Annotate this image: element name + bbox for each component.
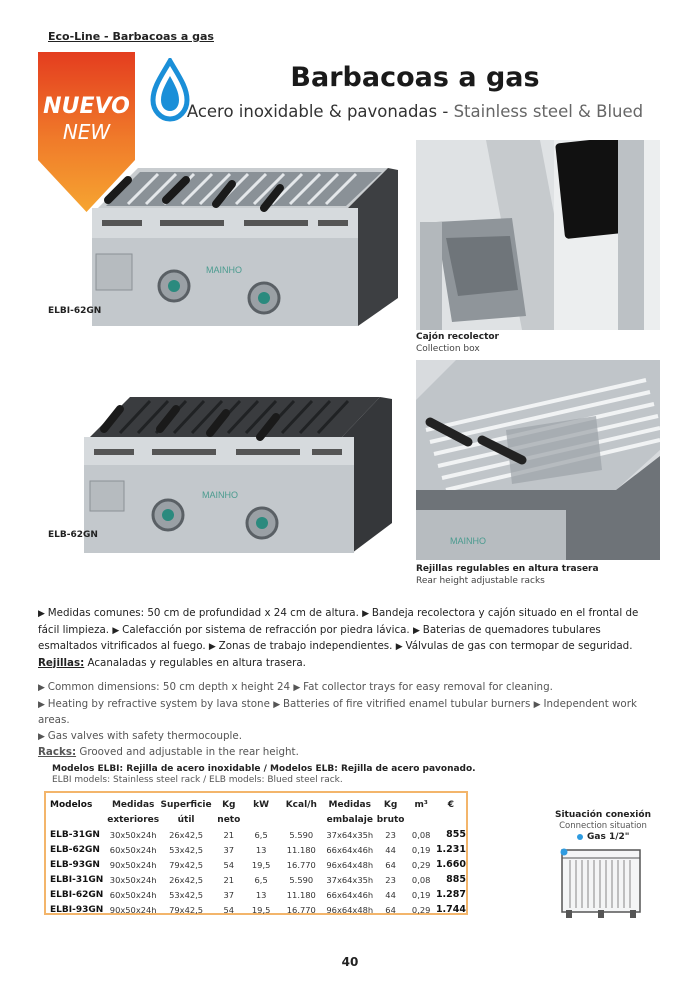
arrow-icon: ▶ xyxy=(412,625,423,636)
table-cell: 37x64x35h xyxy=(326,874,374,885)
table-cell: 6,5 xyxy=(254,874,268,885)
product-label-elbi-62gn: ELBI-62GN xyxy=(48,306,102,316)
header-row-2 xyxy=(50,812,466,827)
desc-es-p5: Zonas de trabajo independientes. xyxy=(218,640,396,652)
table-cell: 96x64x48h xyxy=(326,904,374,915)
header-row-1 xyxy=(50,797,466,812)
table-cell: 66x64x46h xyxy=(326,889,374,900)
price-cell: 1.660 xyxy=(435,859,466,870)
detail-photo-adjustable-racks xyxy=(416,360,660,560)
table-cell: 30x50x24h xyxy=(109,829,157,840)
arrow-icon: ▶ xyxy=(112,625,123,636)
col-header: Kg xyxy=(222,799,236,810)
badge-nuevo: NUEVO xyxy=(43,94,130,119)
table-cell: 21 xyxy=(223,874,235,885)
subtitle-en: Stainless steel & Blued xyxy=(453,102,644,121)
table-cell: 0,19 xyxy=(411,889,431,900)
models-note-es: Modelos ELBI: Rejilla de acero inoxidable / Modelos ELB: Rejilla de acero pavonado. xyxy=(52,764,476,774)
table-cell: ELBI-62GN xyxy=(50,889,104,900)
table-cell: 37x64x35h xyxy=(326,829,374,840)
brand-logo: MAINHO xyxy=(202,490,238,500)
desc-en-p3: Heating by refractive system by lava stone xyxy=(47,697,274,710)
table-cell: 5.590 xyxy=(289,874,314,885)
table-cell: 53x42,5 xyxy=(169,844,204,855)
table-row xyxy=(50,887,466,902)
arrow-icon: ▶ xyxy=(38,683,48,693)
price-cell: 855 xyxy=(446,829,466,840)
brand-logo: MAINHO xyxy=(450,536,486,546)
table-cell: 6,5 xyxy=(254,829,268,840)
connection-subtitle: Connection situation xyxy=(559,821,647,831)
table-cell: 66x64x46h xyxy=(326,844,374,855)
desc-en-p2: Fat collector trays for easy removal for cleaning. xyxy=(303,681,553,693)
caption-es: Cajón recolector xyxy=(416,332,499,342)
page-title: Barbacoas a gas xyxy=(290,62,540,93)
table-cell: 90x50x24h xyxy=(109,859,157,870)
detail-photo-collection-box xyxy=(416,140,660,330)
product-label-elb-62gn: ELB-62GN xyxy=(48,530,98,540)
price-cell: 885 xyxy=(446,874,466,885)
desc-en-p1: Common dimensions: 50 cm depth x height 24 xyxy=(47,681,294,693)
section-tag: Eco-Line - Barbacoas a gas xyxy=(48,30,214,43)
caption-es: Rejillas regulables en altura trasera xyxy=(416,564,599,574)
col-subheader: bruto xyxy=(376,814,405,825)
col-subheader: útil xyxy=(177,814,195,825)
caption-en: Rear height adjustable racks xyxy=(416,576,545,586)
col-header: Kcal/h xyxy=(285,799,317,810)
table-cell: 90x50x24h xyxy=(109,904,157,915)
table-cell: ELBI-31GN xyxy=(50,874,104,885)
table-cell: 54 xyxy=(223,859,235,870)
desc-es-p3: Calefacción por sistema de refracción por piedra lávica. xyxy=(122,623,413,636)
desc-es-p6: Válvulas de gas con termopar de seguridad. xyxy=(405,640,633,652)
table-cell: 44 xyxy=(385,844,396,855)
table-row xyxy=(50,857,466,872)
connection-diagram xyxy=(560,846,642,920)
brand-logo: MAINHO xyxy=(206,265,242,275)
table-cell: 60x50x24h xyxy=(109,889,157,900)
caption-collection-box xyxy=(416,331,499,355)
arrow-icon: ▶ xyxy=(533,699,544,710)
table-cell: 16.770 xyxy=(286,904,316,915)
col-header: € xyxy=(447,799,455,810)
table-cell: 44 xyxy=(385,889,396,900)
table-cell: ELB-31GN xyxy=(50,829,100,840)
spec-table-box xyxy=(44,791,468,915)
table-row xyxy=(50,842,466,857)
table-cell: 64 xyxy=(385,904,396,915)
table-cell: 26x42,5 xyxy=(169,874,204,885)
desc-es-p4: Baterias de quemadores tubulares esmaltados vitrificados al fuego. xyxy=(38,623,601,652)
table-cell: 13 xyxy=(255,889,267,900)
description-es xyxy=(38,606,658,671)
arrow-icon: ▶ xyxy=(208,642,219,652)
arrow-icon: ▶ xyxy=(362,609,372,619)
table-cell: 11.180 xyxy=(286,889,316,900)
table-cell: 53x42,5 xyxy=(169,889,204,900)
page-number: 40 xyxy=(341,955,359,969)
col-header: Medidas xyxy=(328,799,371,810)
col-subheader: exteriores xyxy=(107,814,160,825)
table-cell: 37 xyxy=(223,889,235,900)
table-cell: 19,5 xyxy=(251,859,271,870)
desc-en-p4: Batteries of fire vitrified enamel tubular burners xyxy=(282,697,534,710)
table-cell: ELB-62GN xyxy=(50,844,100,855)
badge-new: NEW xyxy=(62,120,111,144)
table-cell: 30x50x24h xyxy=(109,874,157,885)
table-cell: 0,08 xyxy=(411,874,431,885)
col-subheader: embalaje xyxy=(326,814,373,825)
desc-es-p1: Medidas comunes: 50 cm de profundidad x 24 cm de altura. xyxy=(47,607,363,619)
table-cell: 26x42,5 xyxy=(169,829,204,840)
table-cell: 64 xyxy=(385,859,396,870)
table-cell: 13 xyxy=(255,844,267,855)
rack-label-es: Rejillas: xyxy=(38,656,85,669)
col-header: kW xyxy=(253,799,270,810)
table-cell: 0,19 xyxy=(411,844,431,855)
table-cell: 0,29 xyxy=(411,904,431,915)
col-subheader xyxy=(278,812,325,827)
caption-en: Collection box xyxy=(416,344,480,354)
price-cell: 1.231 xyxy=(435,844,466,855)
arrow-icon: ▶ xyxy=(38,731,48,742)
desc-en-p5: Independent work areas. xyxy=(38,697,637,726)
desc-es-p2: Bandeja recolectora y cajón situado en el frontal de fácil limpieza. xyxy=(38,607,639,636)
table-cell: 37 xyxy=(223,844,235,855)
table-cell: ELBI-93GN xyxy=(50,904,104,915)
rack-text-es: Acanaladas y regulables en altura trasera. xyxy=(84,656,306,669)
description-en xyxy=(38,680,658,761)
col-subheader: neto xyxy=(217,814,241,825)
col-header: Medidas xyxy=(111,799,155,810)
table-row xyxy=(50,872,466,887)
table-cell: 79x42,5 xyxy=(169,904,204,915)
subtitle-es: Acero inoxidable & pavonadas - xyxy=(186,102,454,121)
table-cell: 11.180 xyxy=(286,844,316,855)
arrow-icon: ▶ xyxy=(395,642,406,652)
table-row xyxy=(50,902,466,917)
col-subheader xyxy=(406,812,435,827)
table-cell: 0,08 xyxy=(411,829,431,840)
rack-text-en: Grooved and adjustable in the rear height. xyxy=(76,746,299,758)
caption-adjustable-racks xyxy=(416,563,599,587)
arrow-icon: ▶ xyxy=(293,683,304,693)
gas-size: Gas 1/2" xyxy=(587,832,630,842)
table-row xyxy=(50,827,466,842)
arrow-icon: ▶ xyxy=(38,609,48,619)
table-cell: 16.770 xyxy=(286,859,316,870)
table-cell: 23 xyxy=(385,829,396,840)
table-cell: 5.590 xyxy=(289,829,314,840)
gas-dot-icon xyxy=(577,834,583,840)
col-header: m³ xyxy=(414,799,428,810)
rack-label-en: Racks: xyxy=(38,746,77,758)
table-cell: 21 xyxy=(223,829,235,840)
arrow-icon: ▶ xyxy=(273,699,283,710)
table-cell: 0,29 xyxy=(411,859,431,870)
product-image-elb-62gn xyxy=(80,383,400,555)
desc-en-p6: Gas valves with safety thermocouple. xyxy=(47,729,242,742)
price-cell: 1.287 xyxy=(435,889,466,900)
col-subheader xyxy=(50,812,107,827)
table-cell: 54 xyxy=(223,904,235,915)
table-cell: 79x42,5 xyxy=(169,859,204,870)
models-note xyxy=(52,764,476,786)
col-subheader xyxy=(245,812,278,827)
page-subtitle xyxy=(180,102,650,121)
spec-table xyxy=(50,797,466,917)
product-image-elbi-62gn xyxy=(88,158,406,330)
table-cell: 96x64x48h xyxy=(326,859,374,870)
table-cell: 23 xyxy=(385,874,396,885)
col-header: Modelos xyxy=(50,799,93,810)
table-cell: 19,5 xyxy=(251,904,271,915)
price-cell: 1.744 xyxy=(435,904,466,915)
arrow-icon: ▶ xyxy=(38,699,48,710)
connection-title: Situación conexión xyxy=(554,810,651,820)
col-header: Superficie xyxy=(160,799,212,810)
models-note-en: ELBI models: Stainless steel rack / ELB models: Blued steel rack. xyxy=(52,775,343,785)
table-cell: 60x50x24h xyxy=(109,844,157,855)
gas-connection-label xyxy=(577,832,629,842)
col-subheader xyxy=(436,812,466,827)
col-header: Kg xyxy=(383,799,398,810)
table-cell: ELB-93GN xyxy=(50,859,100,870)
